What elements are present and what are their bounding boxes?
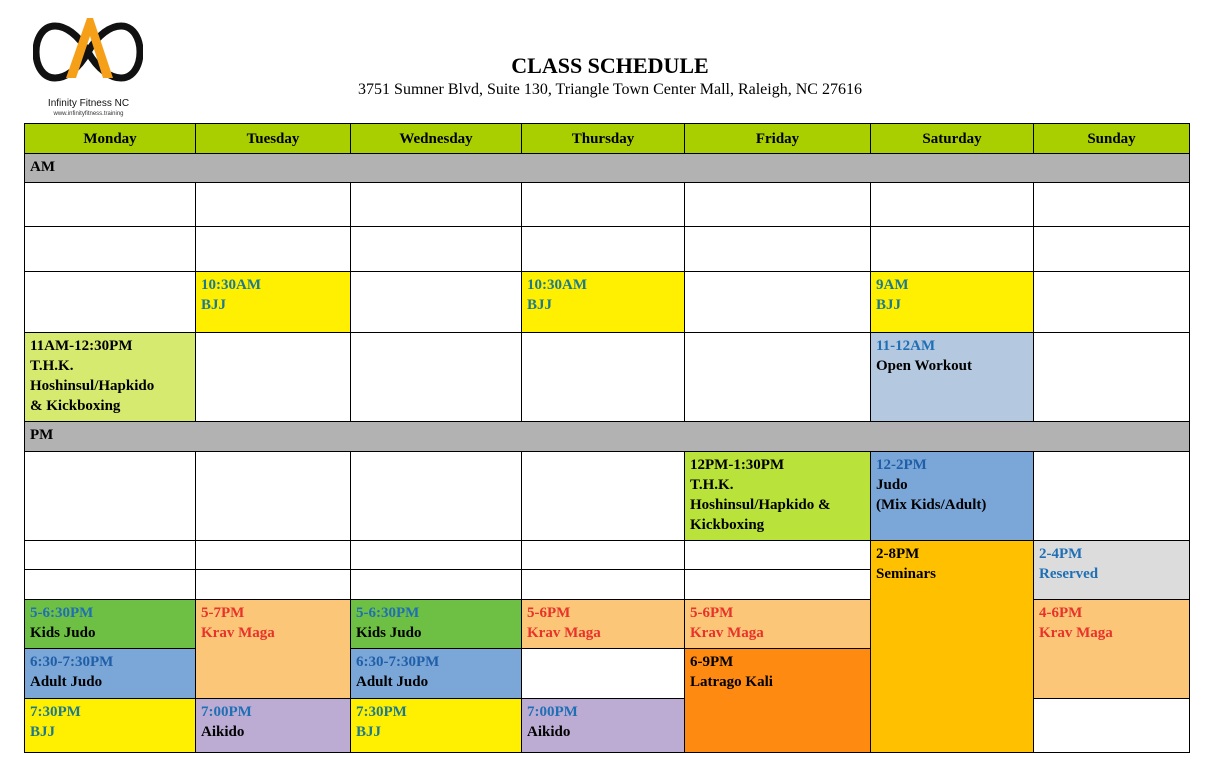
day-header-saturday: Saturday	[871, 124, 1034, 154]
class-name: Kids Judo	[356, 625, 422, 641]
empty-cell	[1034, 333, 1190, 422]
class-cell-monday-adult-judo	[25, 649, 196, 699]
table-row	[25, 333, 1190, 422]
day-header-wednesday: Wednesday	[351, 124, 522, 154]
empty-cell	[1034, 227, 1190, 272]
class-name: BJJ	[876, 297, 902, 313]
class-name: BJJ	[201, 297, 227, 313]
class-name-line: Judo	[876, 477, 908, 493]
class-name-line: Hoshinsul/Hapkido &	[690, 497, 831, 513]
empty-cell	[685, 227, 871, 272]
empty-cell	[522, 227, 685, 272]
class-time: 2-4PM	[1039, 546, 1083, 562]
empty-cell	[522, 649, 685, 699]
empty-cell	[25, 183, 196, 227]
class-time: 12PM-1:30PM	[690, 457, 785, 473]
empty-cell	[196, 541, 351, 570]
class-name-line: T.H.K.	[690, 477, 734, 493]
empty-cell	[25, 570, 196, 600]
class-cell-tuesday-krav-maga	[196, 600, 351, 699]
class-time: 5-6PM	[527, 605, 571, 621]
class-name: BJJ	[356, 724, 382, 740]
table-row	[25, 183, 1190, 227]
class-name: BJJ	[527, 297, 553, 313]
class-name: Krav Maga	[690, 625, 764, 641]
class-name: Krav Maga	[527, 625, 601, 641]
class-name-line: Hoshinsul/Hapkido	[30, 378, 155, 394]
empty-cell	[351, 183, 522, 227]
empty-cell	[685, 541, 871, 570]
class-time: 5-6PM	[690, 605, 734, 621]
class-name: Aikido	[201, 724, 245, 740]
class-name-line: & Kickboxing	[30, 398, 121, 414]
table-row	[25, 227, 1190, 272]
empty-cell	[351, 272, 522, 333]
day-header-thursday: Thursday	[522, 124, 685, 154]
empty-cell	[685, 570, 871, 600]
empty-cell	[871, 227, 1034, 272]
class-cell-saturday-judo	[871, 452, 1034, 541]
class-time: 6:30-7:30PM	[30, 654, 114, 670]
table-row	[25, 452, 1190, 541]
logo-brand-name: Infinity Fitness NC	[47, 98, 130, 109]
class-name: Kids Judo	[30, 625, 96, 641]
class-name: Latrago Kali	[690, 674, 773, 690]
class-cell-friday-krav-maga	[685, 600, 871, 649]
class-time: 4-6PM	[1039, 605, 1083, 621]
class-cell-sunday-krav-maga	[1034, 600, 1190, 699]
class-time: 5-6:30PM	[356, 605, 420, 621]
class-cell-wednesday-kids-judo	[351, 600, 522, 649]
empty-cell	[522, 570, 685, 600]
class-time: 6-9PM	[690, 654, 734, 670]
table-row	[25, 541, 1190, 570]
day-header-row	[25, 124, 1190, 154]
class-time: 7:30PM	[356, 704, 407, 720]
class-time: 5-7PM	[201, 605, 245, 621]
class-cell-tuesday-aikido	[196, 699, 351, 753]
class-name-line: (Mix Kids/Adult)	[876, 497, 987, 513]
class-name-line: Kickboxing	[690, 517, 765, 533]
logo-url: www.infinityfitness.training	[53, 111, 124, 117]
infinity-logo-icon	[33, 12, 143, 92]
empty-cell	[522, 333, 685, 422]
class-cell-monday-thk	[25, 333, 196, 422]
page-title: CLASS SCHEDULE	[511, 53, 709, 78]
section-row-pm	[25, 422, 1190, 452]
class-cell-friday-thk	[685, 452, 871, 541]
empty-cell	[196, 570, 351, 600]
empty-cell	[351, 333, 522, 422]
section-label-pm: PM	[25, 422, 1190, 452]
class-name: Reserved	[1039, 566, 1099, 582]
class-cell-thursday-aikido	[522, 699, 685, 753]
class-time: 5-6:30PM	[30, 605, 94, 621]
class-cell-saturday-seminars	[871, 541, 1034, 753]
day-header-sunday: Sunday	[1034, 124, 1190, 154]
empty-cell	[685, 183, 871, 227]
schedule-table	[24, 123, 1190, 753]
section-label-am: AM	[25, 154, 1190, 183]
class-time: 11AM-12:30PM	[30, 338, 133, 354]
empty-cell	[1034, 452, 1190, 541]
class-time: 7:00PM	[201, 704, 252, 720]
empty-cell	[1034, 272, 1190, 333]
empty-cell	[25, 452, 196, 541]
class-name: Seminars	[876, 566, 936, 582]
class-cell-saturday-bjj	[871, 272, 1034, 333]
class-cell-saturday-open-workout	[871, 333, 1034, 422]
empty-cell	[871, 183, 1034, 227]
class-time: 9AM	[876, 277, 909, 293]
class-time: 10:30AM	[201, 277, 261, 293]
empty-cell	[25, 227, 196, 272]
section-row-am	[25, 154, 1190, 183]
class-cell-monday-bjj	[25, 699, 196, 753]
class-name-line: T.H.K.	[30, 358, 74, 374]
empty-cell	[522, 183, 685, 227]
empty-cell	[196, 452, 351, 541]
empty-cell	[196, 183, 351, 227]
empty-cell	[351, 227, 522, 272]
day-header-tuesday: Tuesday	[196, 124, 351, 154]
empty-cell	[1034, 699, 1190, 753]
empty-cell	[522, 452, 685, 541]
empty-cell	[351, 541, 522, 570]
class-time: 11-12AM	[876, 338, 936, 354]
class-time: 6:30-7:30PM	[356, 654, 440, 670]
class-name: BJJ	[30, 724, 56, 740]
table-row	[25, 272, 1190, 333]
class-cell-wednesday-adult-judo	[351, 649, 522, 699]
empty-cell	[25, 272, 196, 333]
class-time: 10:30AM	[527, 277, 587, 293]
empty-cell	[685, 272, 871, 333]
empty-cell	[351, 452, 522, 541]
class-cell-sunday-reserved	[1034, 541, 1190, 600]
class-cell-thursday-bjj	[522, 272, 685, 333]
class-name: Krav Maga	[1039, 625, 1113, 641]
class-cell-monday-kids-judo	[25, 600, 196, 649]
class-cell-thursday-krav-maga	[522, 600, 685, 649]
empty-cell	[196, 227, 351, 272]
class-name: Adult Judo	[30, 674, 103, 690]
empty-cell	[1034, 183, 1190, 227]
class-cell-tuesday-bjj	[196, 272, 351, 333]
class-time: 7:00PM	[527, 704, 578, 720]
day-header-friday: Friday	[685, 124, 871, 154]
empty-cell	[685, 333, 871, 422]
empty-cell	[25, 541, 196, 570]
class-name: Adult Judo	[356, 674, 429, 690]
class-time: 12-2PM	[876, 457, 927, 473]
day-header-monday: Monday	[25, 124, 196, 154]
class-name: Open Workout	[876, 358, 972, 374]
empty-cell	[196, 333, 351, 422]
address: 3751 Sumner Blvd, Suite 130, Triangle Town Center Mall, Raleigh, NC 27616	[358, 81, 862, 98]
class-time: 7:30PM	[30, 704, 81, 720]
logo	[26, 12, 151, 122]
class-name: Krav Maga	[201, 625, 275, 641]
class-name: Aikido	[527, 724, 571, 740]
empty-cell	[351, 570, 522, 600]
class-cell-wednesday-bjj	[351, 699, 522, 753]
empty-cell	[522, 541, 685, 570]
class-cell-friday-latrago-kali	[685, 649, 871, 753]
class-time: 2-8PM	[876, 546, 920, 562]
